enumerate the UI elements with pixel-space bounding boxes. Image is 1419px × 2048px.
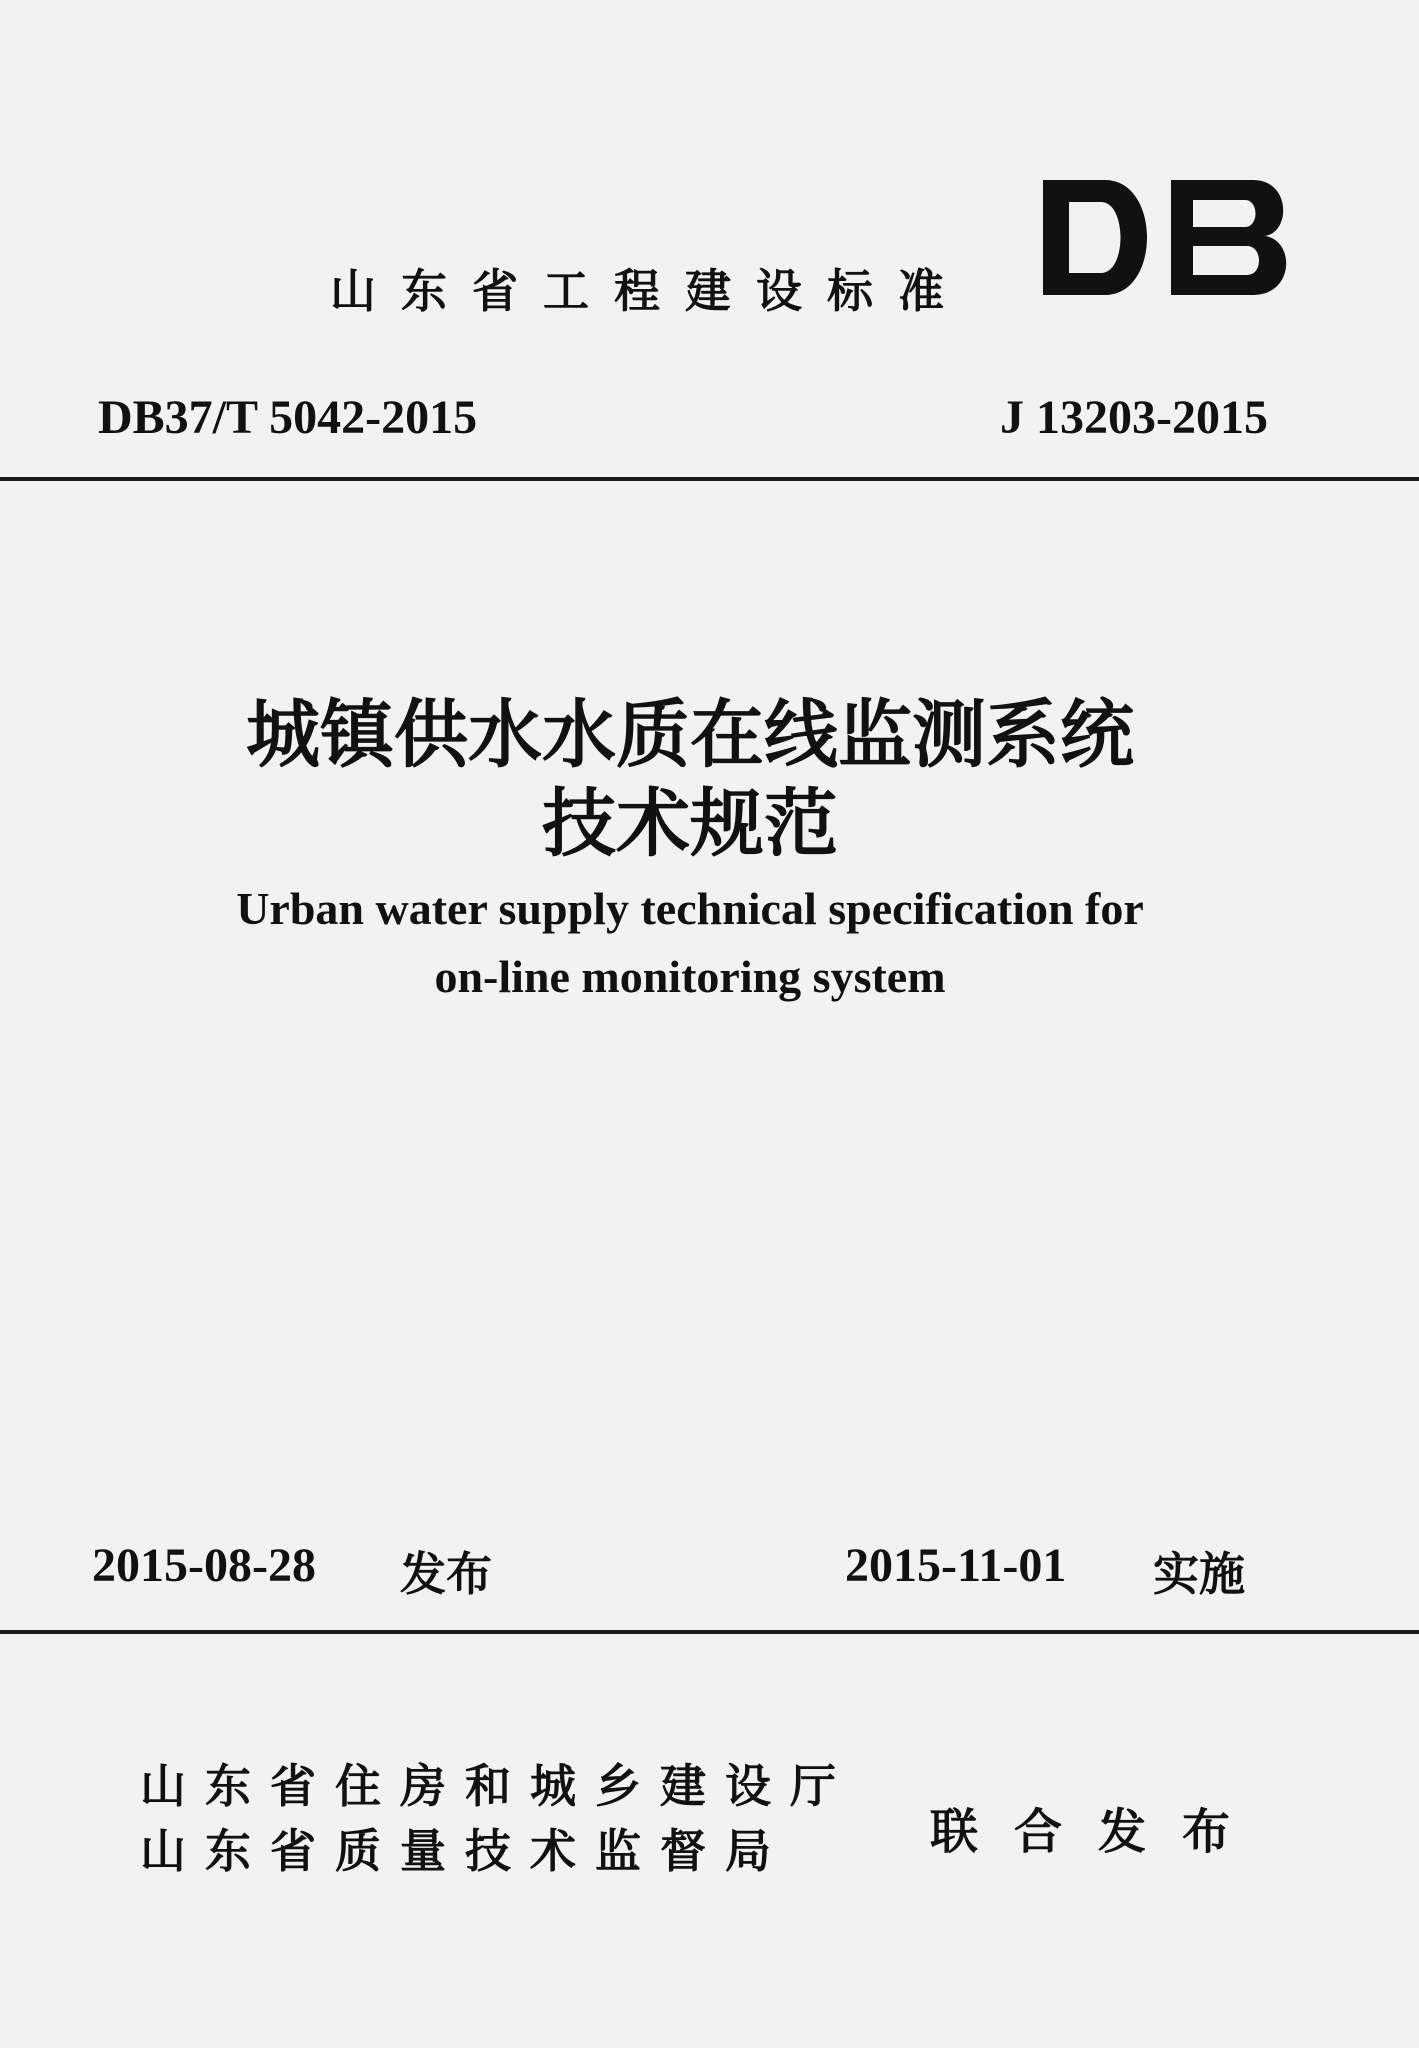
effective-date: 2015-11-01	[845, 1539, 1067, 1592]
title-cn-line1: 城镇供水水质在线监测系统	[246, 692, 1134, 778]
effective-label: 实施	[1153, 1547, 1245, 1601]
issuer-line1: 山东省住房和城乡建设厅	[140, 1759, 855, 1813]
top-divider	[0, 477, 1419, 481]
issuer-line2: 山东省质量技术监督局	[140, 1824, 790, 1878]
bottom-divider	[0, 1630, 1419, 1634]
db-logo	[1043, 180, 1293, 299]
record-code: J 13203-2015	[1000, 391, 1268, 444]
standard-code: DB37/T 5042-2015	[98, 391, 478, 444]
issue-label: 发布	[400, 1547, 492, 1601]
series-title: 山东省工程建设标准	[330, 264, 969, 318]
issue-date: 2015-08-28	[92, 1539, 316, 1592]
title-en-line2: on-line monitoring system	[434, 951, 946, 1002]
title-en-line1: Urban water supply technical specification for	[236, 883, 1144, 934]
joint-issue-label: 联合发布	[930, 1804, 1267, 1860]
title-cn-line2: 技术规范	[542, 781, 838, 867]
